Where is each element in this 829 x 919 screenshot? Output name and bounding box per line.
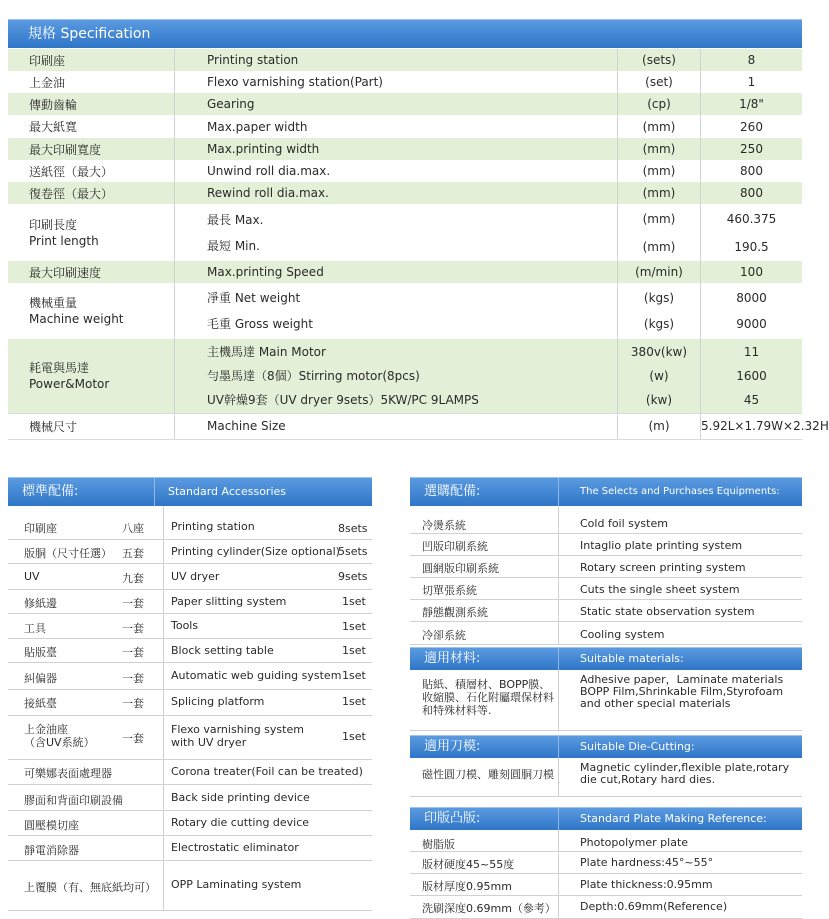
spec-value-line: 460.375 [726,211,777,226]
spec-en: Flexo varnishing station(Part) [175,71,618,93]
spec-value [701,204,803,261]
spec-en [175,204,618,261]
item-en: Depth:0.69mm(Reference) [580,900,728,913]
item-zh: 冷燙系統 [422,519,466,532]
list-item [8,639,372,663]
item-zh: 貼版臺 [24,646,57,659]
spec-row [8,204,802,261]
item-en: Splicing platform [171,695,265,708]
spec-value-line: 11 [743,344,760,359]
spec-en-line: UV幹燥9套（UV dryer 9sets）5KW/PC 9LAMPS [207,392,479,407]
spec-unit: (mm) [618,160,701,182]
item-zh: 糾偏器 [24,672,57,685]
item-qty: 一套 [122,597,144,610]
spec-unit [618,339,701,413]
spec-en: Unwind roll dia.max. [175,160,618,182]
spec-en: Max.printing width [175,138,618,160]
item-zh: 上金油座 （含UV系統） [24,723,95,749]
spec-zh-line: Machine weight [29,312,124,326]
spec-en: Machine Size [175,413,618,439]
item-en: Flexo varnishing system with UV dryer [171,723,304,749]
diecut-title-en: Suitable Die-Cutting: [580,740,695,753]
spec-en: Max.paper width [175,115,618,138]
spec-zh-line: 印刷長度 [29,217,78,232]
item-en: Rotary screen printing system [580,561,746,574]
list-item [410,874,802,896]
spec-row [8,49,802,71]
item-zh: 切單張系統 [422,584,477,597]
spec-title: 規格 Specification [28,26,151,42]
spec-value: 250 [701,138,803,160]
spec-unit: (mm) [618,115,701,138]
item-zh: 接紙臺 [24,697,57,710]
item-zh: 版材硬度45~55度 [422,858,515,871]
spec-zh: 機械尺寸 [8,413,175,439]
list-item [8,785,372,811]
plate-section [410,807,802,919]
materials-header [410,647,802,670]
spec-unit-line: (w) [649,368,669,383]
item-en: Cold foil system [580,517,668,530]
spec-zh: 上金油 [8,71,175,93]
diecut-en: Magnetic cylinder,flexible plate,rotary die cut,Rotary hard dies. [580,761,790,786]
spec-zh: 印刷座 [8,49,175,71]
selects-title-zh: 選購配備: [424,484,481,499]
item-zh: 圓網版印刷系統 [422,562,499,575]
list-item [410,534,802,556]
list-item [410,622,802,645]
list-item [8,564,372,590]
item-zh: 靜電消除器 [24,844,79,857]
list-item [410,896,802,919]
spec-unit: (sets) [618,49,701,71]
spec-value: 8 [701,49,803,71]
standard-accessories [8,477,372,911]
item-zh: 樹脂版 [422,838,455,851]
spec-row [8,93,802,115]
materials-en: Adhesive paper，Laminate materials BOPP Film,Shrinkable Film,Styrofoam and other special materials [580,673,784,710]
spec-unit-line: 380v(kw) [630,344,688,359]
diecut-header [410,735,802,758]
spec-row [8,138,802,160]
spec-en-line: 勻墨馬達（8個）Stirring motor(8pcs) [207,368,420,383]
selects-purchases [410,477,802,919]
list-item [410,512,802,534]
spec-unit: (cp) [618,93,701,115]
standard-header [8,477,372,506]
spec-en: Max.printing Speed [175,261,618,283]
spec-row [8,182,802,204]
spec-value: 1/8" [701,93,803,115]
spec-en-line: 毛重 Gross weight [207,317,313,331]
list-item [8,540,372,564]
item-zh: 上覆膜（有、無底紙均可） [24,881,156,894]
spec-value-line: 1600 [736,368,767,383]
spec-value-line: 8000 [736,291,767,305]
materials-title-zh: 適用材料: [424,651,481,666]
item-zh: 冷卻系統 [422,629,466,642]
list-item [8,811,372,836]
item-en: Cuts the single sheet system [580,583,740,596]
item-en: Electrostatic eliminator [171,841,299,854]
item-zh: 凹版印刷系統 [422,540,488,553]
item-count: 1set [342,595,366,608]
item-en: Photopolymer plate [580,836,689,849]
spec-value-line: 45 [743,392,760,407]
spec-value: 100 [701,261,803,283]
item-en: Plate hardness:45°~55° [580,856,714,869]
item-en: Back side printing device [171,791,310,804]
item-count: 1set [342,644,366,657]
item-en: Tools [171,619,199,632]
plate-title-en: Standard Plate Making Reference: [580,812,767,825]
list-item [410,578,802,600]
list-item [8,690,372,716]
spec-unit: (mm) [618,182,701,204]
item-qty: 一套 [122,672,144,685]
materials-title-en: Suitable materials: [580,652,684,665]
item-en: Cooling system [580,628,665,641]
item-count: 1set [342,669,366,682]
spec-zh: 最大紙寬 [8,115,175,138]
spec-unit-line: (mm) [642,239,676,254]
spec-zh: 最大印刷速度 [8,261,175,283]
list-item [410,556,802,578]
list-item [410,852,802,874]
item-zh: 圓壓模切座 [24,819,79,832]
item-qty: 一套 [122,646,144,659]
spec-unit-line: (kgs) [643,317,675,331]
item-count: 5sets [338,545,368,558]
item-count: 9sets [338,570,368,583]
item-zh: 工具 [24,622,46,635]
item-en: Paper slitting system [171,595,287,608]
item-count: 8sets [338,522,368,535]
list-item [410,600,802,622]
spec-en-line: 凈重 Net weight [207,291,301,305]
list-item [410,670,802,731]
diecut-zh: 磁性圓刀模、雕刻圓胴刀模 [422,768,554,781]
list-item [410,830,802,852]
materials-zh: 貼紙、積層材、BOPP膜、收縮膜、石化附屬環保材料和特殊材料等. [422,678,554,717]
item-zh: 膠面和背面印刷設備 [24,794,123,807]
item-zh: 可樂娜表面處理器 [24,767,112,780]
item-en: Printing station [171,520,255,533]
standard-title-en: Standard Accessories [168,485,287,498]
item-en: Automatic web guiding system [171,669,342,682]
list-item [8,760,372,785]
spec-unit: (set) [618,71,701,93]
item-qty: 一套 [122,622,144,635]
item-qty: 九套 [122,572,144,585]
spec-en-line: 主機馬達 Main Motor [207,344,326,359]
item-count: 1set [342,695,366,708]
standard-title-zh: 標準配備: [22,484,79,499]
item-en: UV dryer [171,570,220,583]
spec-row [8,339,802,413]
spec-zh [8,339,175,413]
spec-zh-line: 機械重量 [29,296,78,310]
spec-unit: (mm) [618,138,701,160]
spec-row [8,71,802,93]
spec-row [8,283,802,339]
spec-value-line: 190.5 [734,239,769,254]
spec-zh [8,204,175,261]
item-en: Rotary die cutting device [171,816,310,829]
item-zh: 修紙邊 [24,597,57,610]
item-en: Block setting table [171,644,274,657]
spec-table [8,49,829,440]
spec-row [8,261,802,283]
spec-zh: 送紙徑（最大） [8,160,175,182]
spec-zh [8,283,175,339]
item-qty: 五套 [122,547,144,560]
list-item [410,758,802,797]
item-zh: 靜態觀測系統 [422,606,488,619]
spec-value: 5.92L×1.79W×2.32H [701,413,803,439]
spec-unit-line: (kw) [645,392,673,407]
spec-en-line: 最短 Min. [207,238,260,253]
spec-unit [618,204,701,261]
spec-en: Gearing [175,93,618,115]
list-item [8,861,372,911]
item-count: 1set [342,730,366,743]
list-item [8,516,372,540]
item-zh: 版胴（尺寸任選） [24,547,112,560]
diecut-title-zh: 適用刀模: [424,739,481,754]
item-en: Plate thickness:0.95mm [580,878,713,891]
spec-unit-line: (mm) [642,211,676,226]
item-qty: 一套 [122,697,144,710]
spec-en [175,283,618,339]
spec-value-line: 9000 [736,317,767,331]
spec-value: 800 [701,182,803,204]
item-zh: 洗刷深度0.69mm（參考） [422,902,556,915]
diecut-section [410,735,802,797]
spec-row [8,160,802,182]
spec-en: Printing station [175,49,618,71]
item-qty: 八座 [122,522,144,535]
spec-zh-line: Print length [29,233,99,248]
spec-value: 260 [740,119,763,134]
item-zh: UV [24,570,40,583]
item-en: Static state observation system [580,605,755,618]
spec-en-line: 最長 Max. [207,212,264,227]
spec-zh: 復卷徑（最大） [8,182,175,204]
item-en: OPP Laminating system [171,878,302,891]
item-zh: 版材厚度0.95mm [422,880,512,893]
plate-header [410,807,802,830]
item-count: 1set [342,620,366,633]
spec-unit [618,283,701,339]
spec-unit: (m) [618,413,701,439]
spec-row [8,413,802,439]
spec-value: 1 [747,75,756,89]
selects-title-en: The Selects and Purchases Equipments: [580,486,780,497]
item-en: Corona treater(Foil can be treated) [171,765,363,778]
item-qty: 一套 [122,732,144,745]
item-en: Intaglio plate printing system [580,539,743,552]
spec-en: Rewind roll dia.max. [175,182,618,204]
item-zh: 印刷座 [24,522,57,535]
spec-value: 800 [740,164,763,178]
spec-value [701,283,803,339]
list-item [8,663,372,690]
spec-unit-line: (kgs) [643,291,675,305]
spec-zh: 傳動齒輪 [8,93,175,115]
materials-section [410,647,802,731]
list-item [8,614,372,639]
spec-value [701,339,803,413]
spec-zh-line: 耗電與馬達 [29,360,90,375]
spec-unit: (m/min) [618,261,701,283]
selects-header [410,477,802,506]
spec-zh: 最大印刷寬度 [8,138,175,160]
spec-row [8,115,802,138]
list-item [8,590,372,614]
spec-zh-line: Power&Motor [29,376,110,391]
plate-title-zh: 印版凸版: [424,811,481,826]
list-item [8,836,372,861]
spec-header [8,19,802,48]
item-en: Printing cylinder(Size optional) [171,545,340,558]
spec-en [175,339,618,413]
list-item [8,716,372,760]
